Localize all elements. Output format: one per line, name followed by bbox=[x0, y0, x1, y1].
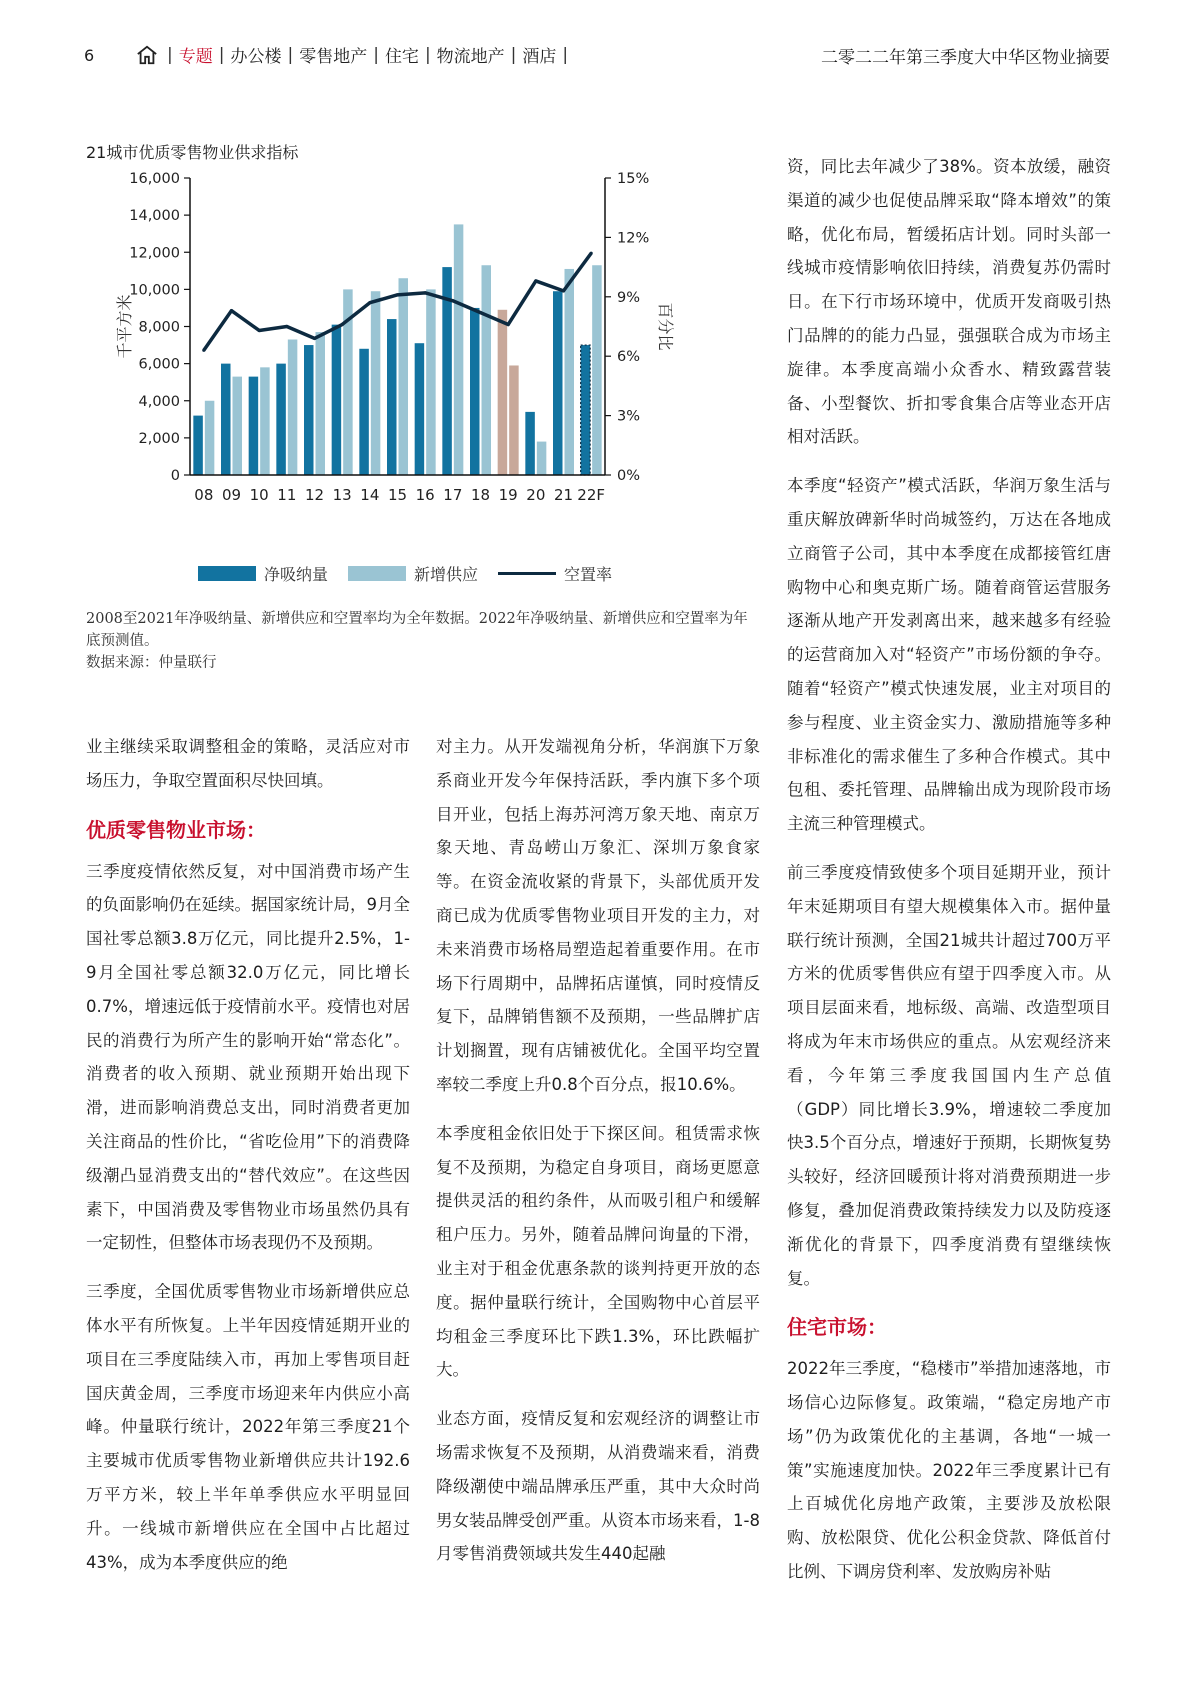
legend-item-absorption bbox=[198, 562, 328, 585]
paragraph: 三季度疫情依然反复，对中国消费市场产生的负面影响仍在延续。据国家统计局，9月全国社零总额3.8万亿元，同比提升2.5%，1-9月全国社零总额32.0万亿元，同比增长0.7%，增速远低于疫情前水平。疫情也对居民的消费行为所产生的影响开始“常态化”。消费者的收入预期、就业预期开始出现下滑，进而影响消费总支出，同时消费者更加关注商品的性价比，“省吃俭用”下的消费降级潮凸显消费支出的“替代效应”。在这些因素下，中国消费及零售物业市场虽然仍具有一定韧性，但整体市场表现仍不及预期。 bbox=[86, 861, 410, 1253]
bar-net-absorption bbox=[553, 291, 563, 475]
bar-new-supply bbox=[399, 278, 409, 475]
bar-new-supply bbox=[316, 332, 326, 475]
nav-item-office[interactable]: 办公楼 bbox=[230, 47, 282, 67]
supply-demand-chart bbox=[80, 168, 740, 528]
text-column-3 bbox=[787, 150, 1111, 1604]
nav-separator: | bbox=[373, 44, 379, 65]
paragraph: 业主继续采取调整租金的策略，灵活应对市场压力，争取空置面积尽快回填。 bbox=[86, 737, 410, 790]
nav-separator: | bbox=[218, 44, 225, 65]
nav-separator: | bbox=[424, 44, 431, 65]
nav-separator: | bbox=[287, 44, 294, 65]
bar-net-absorption bbox=[581, 345, 591, 475]
x-tick-label: 10 bbox=[249, 486, 269, 504]
report-title: 二零二二年第三季度大中华区物业摘要 bbox=[821, 48, 1110, 68]
vacancy-point bbox=[396, 293, 399, 296]
bar-new-supply bbox=[454, 224, 464, 475]
vacancy-point bbox=[451, 299, 454, 302]
x-tick-label: 14 bbox=[360, 486, 380, 504]
y-tick-label: 0 bbox=[170, 468, 180, 484]
vacancy-point bbox=[258, 329, 261, 332]
vacancy-point bbox=[424, 291, 427, 294]
legend-line-vacancy bbox=[498, 572, 556, 575]
section-heading-residential: 住宅市场： bbox=[787, 1315, 887, 1340]
bar-net-absorption bbox=[470, 308, 480, 475]
chart-source: 数据来源：仲量联行 bbox=[86, 655, 217, 671]
y-tick-label: 8,000 bbox=[138, 319, 180, 336]
y2-axis-label: 百分比 bbox=[656, 302, 675, 351]
nav-item-retail[interactable]: 零售地产 bbox=[299, 47, 368, 67]
legend-label-vacancy: 空置率 bbox=[564, 565, 613, 584]
nav-separator: | bbox=[167, 44, 173, 65]
chart-legend bbox=[198, 562, 632, 585]
bar-net-absorption bbox=[221, 364, 231, 475]
paragraph: 2022年三季度，“稳楼市”举措加速落地，市场信心边际修复。政策端，“稳定房地产市场”仍为政策优化的主基调，各地“一城一策”实施速度加快。2022年三季度累计已有上百城优化房地产政策，主要涉及放松限购、放松限贷、优化公积金贷款、降低首付比例、下调房贷利率、发放购房补贴 bbox=[787, 1359, 1111, 1582]
y2-tick-label: 0% bbox=[617, 468, 641, 484]
paragraph: 本季度“轻资产”模式活跃，华润万象生活与重庆解放碑新华时尚城签约，万达在各地成立商管子公司，其中本季度在成都接管红唐购物中心和奥克斯广场。随着商管运营服务逐渐从地产开发剥离出来，越来越多有经验的运营商加入对“轻资产”市场份额的争夺。随着“轻资产”模式快速发展，业主对项目的参与程度、业主资金实力、激励措施等多种非标准化的需求催生了多种合作模式。其中包租、委托管理、品牌输出成为现阶段市场主流三种管理模式。 bbox=[787, 476, 1111, 834]
vacancy-point bbox=[230, 309, 233, 312]
legend-label-supply: 新增供应 bbox=[414, 565, 479, 584]
legend-item-supply bbox=[348, 562, 478, 585]
vacancy-point bbox=[590, 252, 593, 255]
chart-note bbox=[86, 608, 756, 674]
home-icon[interactable] bbox=[136, 44, 158, 66]
bar-net-absorption bbox=[304, 345, 314, 475]
bar-new-supply bbox=[509, 365, 518, 475]
bar-net-absorption bbox=[415, 343, 425, 475]
x-tick-label: 18 bbox=[470, 486, 491, 504]
vacancy-point bbox=[507, 323, 510, 326]
legend-label-absorption: 净吸纳量 bbox=[264, 565, 329, 584]
bar-net-absorption bbox=[525, 412, 535, 475]
bar-new-supply bbox=[537, 442, 547, 475]
bar-new-supply bbox=[565, 269, 575, 475]
y-tick-label: 4,000 bbox=[138, 393, 180, 410]
vacancy-point bbox=[534, 279, 537, 282]
y-tick-label: 6,000 bbox=[138, 356, 180, 373]
x-tick-label: 15 bbox=[387, 486, 408, 504]
y-tick-label: 2,000 bbox=[138, 430, 180, 447]
bar-net-absorption bbox=[193, 416, 203, 475]
paragraph: 本季度租金依旧处于下探区间。租赁需求恢复不及预期，为稳定自身项目，商场更愿意提供灵活的租约条件，从而吸引租户和缓解租户压力。另外，随着品牌问询量的下滑，业主对于租金优惠条款的谈判持更开放的态度。据仲量联行统计，全国购物中心首层平均租金三季度环比下跌1.3%，环比跌幅扩大。 bbox=[436, 1123, 760, 1380]
vacancy-point bbox=[368, 301, 371, 304]
bar-net-absorption bbox=[387, 319, 397, 475]
y2-tick-label: 12% bbox=[617, 230, 650, 247]
x-tick-label: 13 bbox=[332, 486, 352, 504]
bar-new-supply bbox=[482, 265, 492, 475]
bar-new-supply bbox=[260, 367, 270, 475]
y-tick-label: 14,000 bbox=[129, 208, 180, 225]
bar-net-absorption bbox=[249, 377, 259, 475]
x-tick-label: 11 bbox=[277, 486, 297, 504]
y2-tick-label: 15% bbox=[617, 171, 650, 187]
y-axis-label: 千平方米 bbox=[115, 294, 134, 359]
x-tick-label: 21 bbox=[553, 486, 574, 504]
bar-new-supply bbox=[288, 339, 298, 475]
bar-new-supply bbox=[426, 289, 436, 475]
nav-item-feature[interactable]: 专题 bbox=[178, 47, 213, 67]
bar-net-absorption bbox=[359, 349, 369, 475]
vacancy-point bbox=[313, 337, 316, 340]
y-tick-label: 12,000 bbox=[129, 245, 180, 262]
y-tick-label: 16,000 bbox=[129, 171, 180, 187]
x-tick-label: 12 bbox=[304, 486, 325, 504]
x-tick-label: 08 bbox=[194, 486, 214, 504]
x-tick-label: 19 bbox=[498, 486, 518, 504]
y2-tick-label: 9% bbox=[617, 289, 641, 306]
vacancy-point bbox=[341, 323, 344, 326]
nav-separator: | bbox=[510, 44, 517, 65]
chart-title: 21城市优质零售物业供求指标 bbox=[86, 143, 299, 162]
text-column-1 bbox=[86, 730, 410, 1594]
bar-new-supply bbox=[205, 401, 215, 475]
legend-swatch-supply bbox=[348, 566, 406, 581]
x-tick-label: 20 bbox=[526, 486, 546, 504]
paragraph: 对主力。从开发端视角分析，华润旗下万象系商业开发今年保持活跃，季内旗下多个项目开业，包括上海苏河湾万象天地、南京万象天地、青岛崂山万象汇、深圳万象食家等。在资金流收紧的背景下，头部优质开发商已成为优质零售物业项目开发的主力，对未来消费市场格局塑造起着重要作用。在市场下行周期中，品牌拓店谨慎，同时疫情反复下，品牌销售额不及预期，一些品牌扩店计划搁置，现有店铺被优化。全国平均空置率较二季度上升0.8个百分点，报10.6%。 bbox=[436, 737, 760, 1094]
chart-footnote: 2008至2021年净吸纳量、新增供应和空置率均为全年数据。2022年净吸纳量、新增供应和空置率为年底预测值。 bbox=[86, 611, 748, 649]
legend-item-vacancy bbox=[498, 562, 612, 585]
bar-new-supply bbox=[233, 377, 243, 475]
section-heading-retail: 优质零售物业市场： bbox=[86, 817, 266, 842]
legend-swatch-absorption bbox=[198, 566, 256, 581]
vacancy-point bbox=[202, 349, 205, 352]
page-number: 6 bbox=[84, 46, 95, 65]
nav-item-hotel[interactable]: 酒店 bbox=[522, 47, 557, 67]
x-tick-label: 22F bbox=[577, 486, 606, 504]
vacancy-point bbox=[562, 289, 565, 292]
vacancy-rate-line bbox=[204, 253, 591, 350]
bar-new-supply bbox=[371, 291, 381, 475]
x-tick-label: 17 bbox=[443, 486, 463, 504]
y-tick-label: 10,000 bbox=[129, 282, 180, 299]
bar-net-absorption bbox=[276, 364, 286, 475]
x-tick-label: 09 bbox=[221, 486, 242, 504]
text-column-2 bbox=[436, 730, 760, 1586]
nav-item-residential[interactable]: 住宅 bbox=[384, 47, 419, 67]
x-tick-label: 16 bbox=[415, 486, 435, 504]
bar-net-absorption bbox=[498, 310, 508, 475]
vacancy-point bbox=[479, 311, 482, 314]
bar-net-absorption bbox=[332, 325, 342, 475]
paragraph: 业态方面，疫情反复和宏观经济的调整让市场需求恢复不及预期，从消费端来看，消费降级潮使中端品牌承压严重，其中大众时尚男女装品牌受创严重。从资本市场来看，1-8月零售消费领域共发生440起融 bbox=[436, 1409, 760, 1564]
nav-item-logistics[interactable]: 物流地产 bbox=[436, 47, 505, 67]
vacancy-point bbox=[285, 325, 288, 328]
nav-separator: | bbox=[562, 44, 569, 65]
y2-tick-label: 6% bbox=[617, 349, 641, 366]
paragraph: 资，同比去年减少了38%。资本放缓，融资渠道的减少也促使品牌采取“降本增效”的策略，优化布局，暂缓拓店计划。同时头部一线城市疫情影响依旧持续，消费复苏仍需时日。在下行市场环境中，优质开发商吸引热门品牌的的能力凸显，强强联合成为市场主旋律。本季度高端小众香水、精致露营装备、小型餐饮、折扣零食集合店等业态开店相对活跃。 bbox=[787, 157, 1111, 447]
paragraph: 前三季度疫情致使多个项目延期开业，预计年末延期项目有望大规模集体入市。据仲量联行统计预测，全国21城共计超过700万平方米的优质零售供应有望于四季度入市。从项目层面来看，地标级、高端、改造型项目将成为年末市场供应的重点。从宏观经济来看，今年第三季度我国国内生产总值（GDP）同比增长3.9%，增速较二季度加快3.5个百分点，增速好于预期，长期恢复势头较好，经济回暖预计将对消费预期进一步修复，叠加促消费政策持续发力以及防疫逐渐优化的背景下，四季度消费有望继续恢复。 bbox=[787, 862, 1111, 1288]
bar-new-supply bbox=[592, 265, 602, 475]
section-nav bbox=[136, 42, 574, 67]
y2-tick-label: 3% bbox=[617, 408, 641, 425]
paragraph: 三季度，全国优质零售物业市场新增供应总体水平有所恢复。上半年因疫情延期开业的项目在三季度陆续入市，再加上零售项目赶国庆黄金周，三季度市场迎来年内供应小高峰。仲量联行统计，2022年第三季度21个主要城市优质零售物业新增供应共计192.6万平方米，较上半年单季供应水平明显回升。一线城市新增供应在全国中占比超过43%，成为本季度供应的绝 bbox=[86, 1282, 410, 1572]
